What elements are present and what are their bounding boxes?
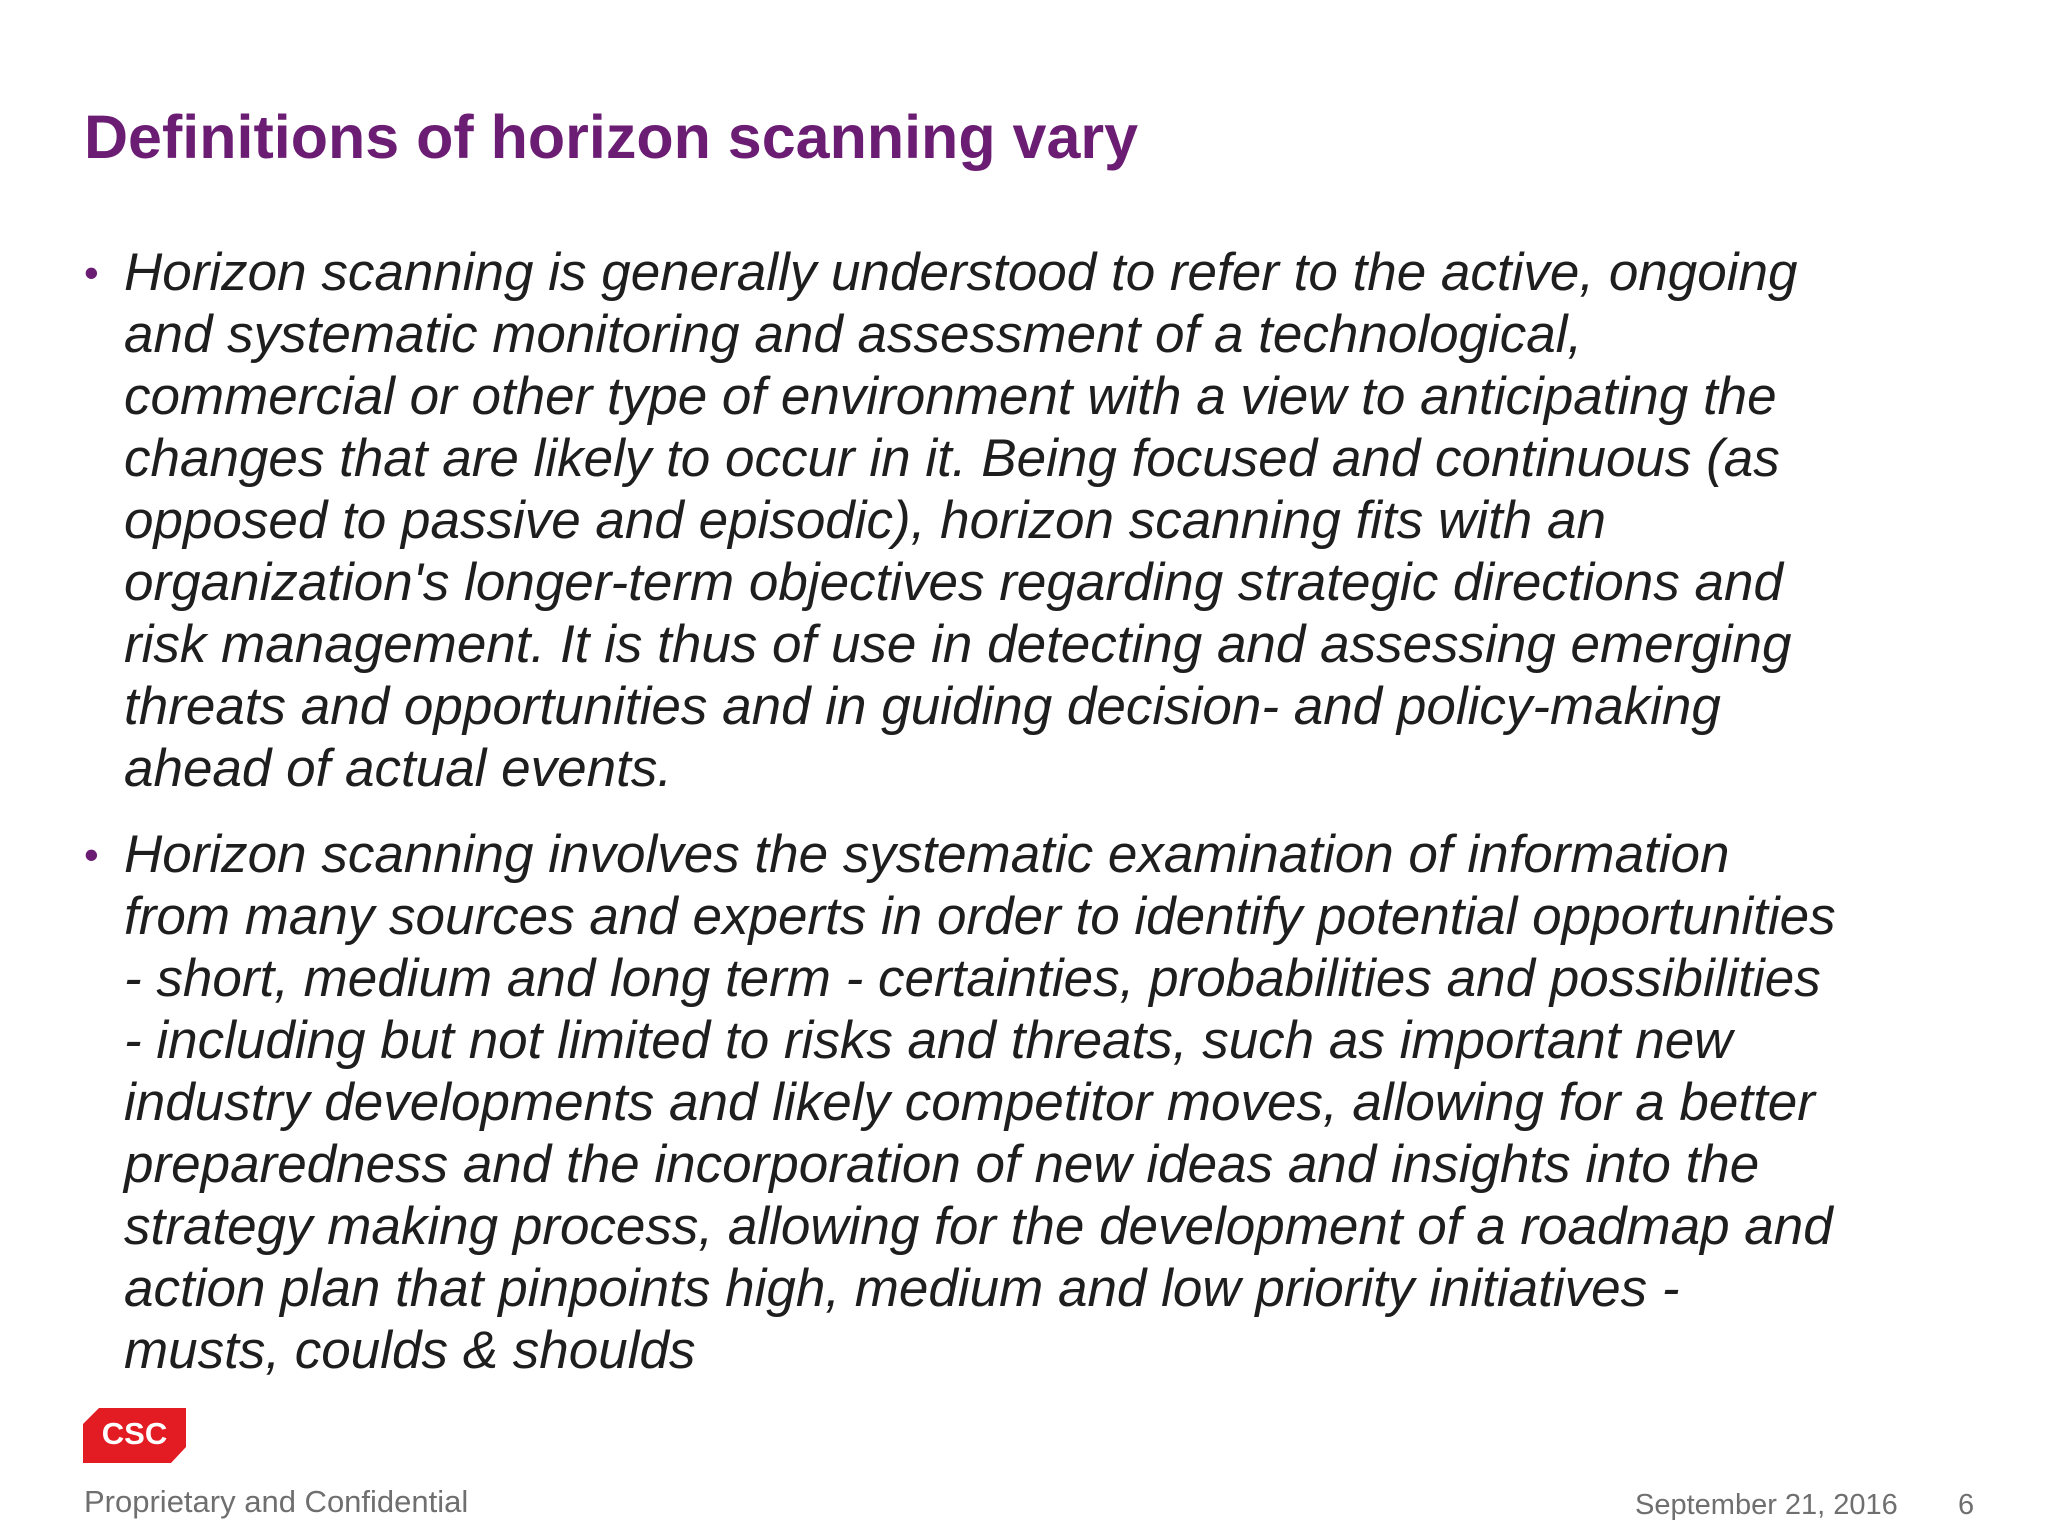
csc-logo-text: CSC xyxy=(101,1416,168,1451)
slide-title: Definitions of horizon scanning vary xyxy=(84,103,1139,171)
footer-date: September 21, 2016 xyxy=(1635,1489,1898,1521)
bullet-1-line-3: commercial or other type of environment with a view to anticipating the xyxy=(124,367,1777,426)
bullet-2-line-2: from many sources and experts in order to identify potential opportunities xyxy=(124,887,1836,946)
bullet-1-line-8: threats and opportunities and in guiding decision- and policy-making xyxy=(124,677,1721,736)
bullet-marker: • xyxy=(84,831,99,878)
bullet-2-line-3: - short, medium and long term - certainties, probabilities and possibilities xyxy=(124,949,1821,1008)
bullet-1-line-5: opposed to passive and episodic), horizon scanning fits with an xyxy=(124,491,1606,550)
footer-confidentiality: Proprietary and Confidential xyxy=(84,1484,469,1519)
bullet-2-line-4: - including but not limited to risks and threats, such as important new xyxy=(124,1011,1733,1070)
bullet-1-line-2: and systematic monitoring and assessment of a technological, xyxy=(124,305,1583,364)
bullet-1-line-6: organization's longer-term objectives regarding strategic directions and xyxy=(124,553,1783,612)
bullet-1-line-1: Horizon scanning is generally understood to refer to the active, ongoing xyxy=(124,243,1798,302)
bullet-2-line-7: strategy making process, allowing for the development of a roadmap and xyxy=(124,1197,1833,1256)
bullet-2-line-6: preparedness and the incorporation of new ideas and insights into the xyxy=(124,1135,1760,1194)
page-number: 6 xyxy=(1958,1489,1975,1521)
csc-logo-icon xyxy=(83,1408,186,1463)
bullet-2-line-8: action plan that pinpoints high, medium and low priority initiatives - xyxy=(124,1259,1680,1318)
bullet-2-line-5: industry developments and likely competitor moves, allowing for a better xyxy=(124,1073,1815,1132)
bullet-1-line-9: ahead of actual events. xyxy=(124,739,673,798)
bullet-item-1 xyxy=(84,242,2004,800)
bullet-2-line-1: Horizon scanning involves the systematic examination of information xyxy=(124,825,1730,884)
bullet-2-line-9: musts, coulds & shoulds xyxy=(124,1321,696,1380)
bullet-1-line-7: risk management. It is thus of use in detecting and assessing emerging xyxy=(124,615,1792,674)
bullet-item-2 xyxy=(84,824,2004,1382)
bullet-1-line-4: changes that are likely to occur in it. Being focused and continuous (as xyxy=(124,429,1780,488)
bullet-list xyxy=(84,242,2004,1382)
bullet-marker: • xyxy=(84,249,99,296)
